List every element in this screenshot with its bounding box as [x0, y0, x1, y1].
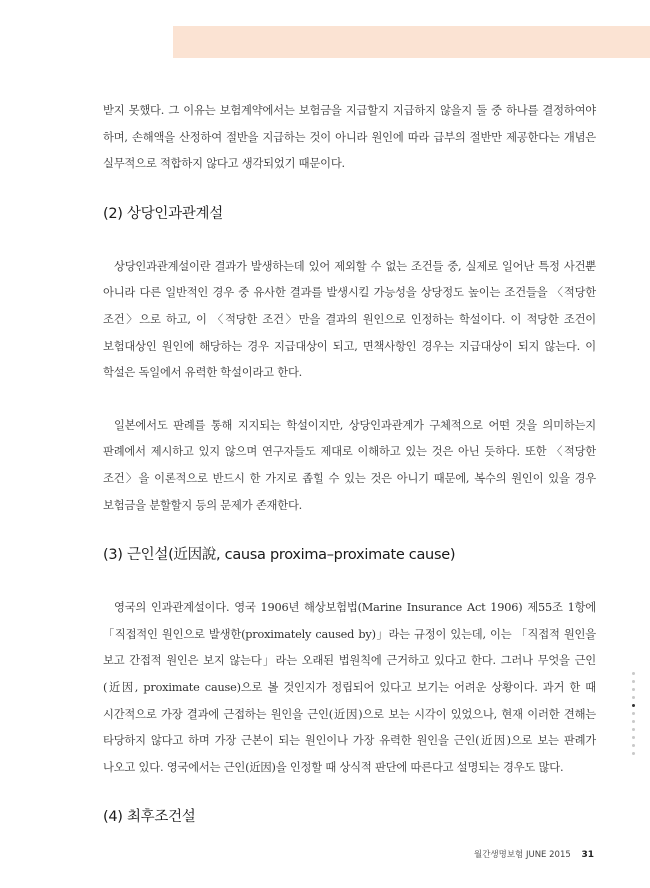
header-band: [173, 26, 650, 58]
section-heading-4: (4) 최후조건설: [103, 809, 196, 826]
section-3-paragraph-1: 영국의 인과관계설이다. 영국 1906년 해상보험법(Marine Insurance Act 1906) 제55조 1항에 「직접적인 원인으로 발생한(proximately caused by)」라는 규정이 있는데, 이는 「직접적 원인을 보고 간접적 원인은 보지 않는다」라는 오래된 법원칙에 근거하고 있다고 한다. 그러나 무엇을 근인(近因, proximate cause)으로 볼 것인지가 정립되어 있다고 보기는 어려운 상황이다. 과거 한 때 시간적으로 가장 결과에 근접하는 원인을 근인(近因)으로 보는 시각이 있었으나, 현재 이러한 견해는 타당하지 않다고 하며 가장 근본이 되는 원인이나 가장 유력한 원인을 근인(近因)으로 보는 판례가 나오고 있다. 영국에서는 근인(近因)을 인정할 때 상식적 판단에 따른다고 설명되는 경우도 많다.: [103, 601, 596, 774]
indicator-dot: [632, 744, 635, 747]
article-body: [103, 98, 596, 827]
indicator-dot: [632, 688, 635, 691]
indicator-dot-active: [632, 704, 635, 707]
section-2-paragraph-2: 일본에서도 판례를 통해 지지되는 학설이지만, 상당인과관계가 구체적으로 어떤 것을 의미하는지 판례에서 제시하고 있지 않으며 연구자들도 제대로 이해하고 있는 것은 아닌 듯하다. 또한 〈적당한 조건〉을 이론적으로 반드시 한 가지로 좁힐 수 있는 것은 아니기 때문에, 복수의 원인이 있을 경우 보험금을 분할할지 등의 문제가 존재한다.: [103, 418, 596, 512]
indicator-dot: [632, 672, 635, 675]
section-heading-2: (2) 상당인과관계설: [103, 205, 223, 222]
indicator-dot: [632, 720, 635, 723]
page-number: 31: [581, 850, 594, 860]
indicator-dot: [632, 680, 635, 683]
section-2-paragraph-1: 상당인과관계설이란 결과가 발생하는데 있어 제외할 수 없는 조건들 중, 실제로 일어난 특정 사건뿐 아니라 다른 일반적인 경우 중 유사한 결과를 발생시킬 가능성을 상당정도 높이는 조건들을 〈적당한 조건〉으로 하고, 이 〈적당한 조건〉만을 결과의 원인으로 인정하는 학설이다. 이 적당한 조건이 보험대상인 원인에 해당하는 경우 지급대상이 되고, 면책사항인 경우는 지급대상이 되지 않는다. 이 학설은 독일에서 유력한 학설이라고 한다.: [103, 259, 596, 380]
indicator-dot: [632, 696, 635, 699]
magazine-name: 월간생명보험: [473, 850, 524, 860]
section-heading-3: (3) 근인설(近因說, causa proxima–proximate cause): [103, 547, 456, 564]
indicator-dot: [632, 728, 635, 731]
indicator-dot: [632, 736, 635, 739]
page-footer: [474, 848, 594, 860]
indicator-dot: [632, 712, 635, 715]
page-indicator-dots: [632, 672, 636, 760]
issue-date: JUNE 2015: [525, 850, 571, 860]
indicator-dot: [632, 752, 635, 755]
intro-paragraph: 받지 못했다. 그 이유는 보험계약에서는 보험금을 지급할지 지급하지 않을지 둘 중 하나를 결정하여야 하며, 손해액을 산정하여 절반을 지급하는 것이 아니라 원인에 따라 급부의 절반만 제공한다는 개념은 실무적으로 적합하지 않다고 생각되었기 때문이다.: [103, 104, 596, 171]
